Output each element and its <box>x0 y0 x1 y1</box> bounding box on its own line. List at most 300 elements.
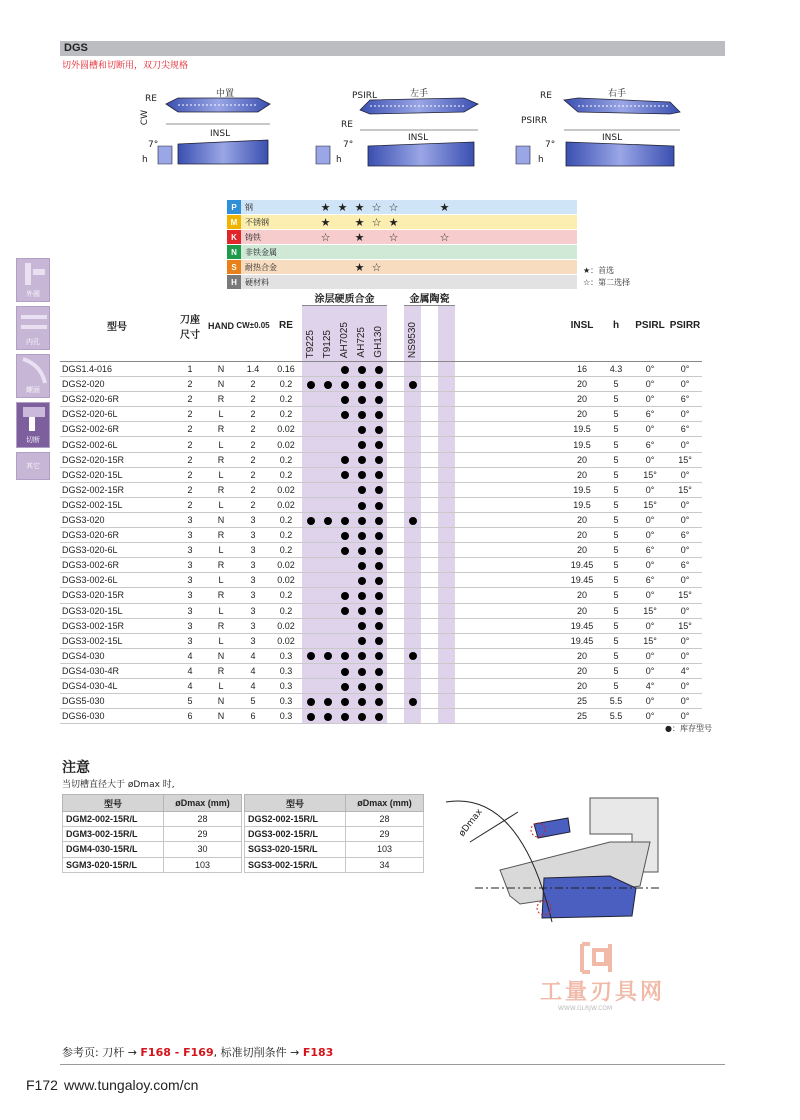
model-cell: DGS5-030 <box>60 694 174 709</box>
material-name: 钢 <box>245 202 253 212</box>
dmax-cell: 103 <box>164 857 242 872</box>
table-row <box>63 842 242 857</box>
stock-cell <box>438 573 455 588</box>
stock-cell <box>438 437 455 452</box>
table-row <box>60 633 702 648</box>
psirl-cell: 0° <box>632 362 668 377</box>
model-cell: DGS1.4-016 <box>60 362 174 377</box>
gap-cell <box>472 709 564 724</box>
re-cell: 0.2 <box>270 603 302 618</box>
stock-cell <box>302 663 319 678</box>
grade-header <box>387 306 404 362</box>
h-cell: 5 <box>600 663 632 678</box>
stock-cell <box>336 618 353 633</box>
table-row <box>60 467 702 482</box>
re-cell: 0.16 <box>270 362 302 377</box>
grade-mark <box>419 245 436 259</box>
stock-dot <box>341 381 349 389</box>
gap-cell <box>472 377 564 392</box>
stock-cell <box>421 528 438 543</box>
dmax-table-right <box>244 794 424 873</box>
insl-cell: 19.45 <box>564 573 600 588</box>
cw-cell: 2 <box>236 467 270 482</box>
stock-cell <box>438 362 455 377</box>
ref-mid: , 标准切削条件 → <box>213 1046 303 1059</box>
grade-mark <box>334 275 351 289</box>
gap-cell <box>472 603 564 618</box>
stock-cell <box>455 633 472 648</box>
stock-dot <box>341 411 349 419</box>
grade-mark: ☆ <box>439 231 450 244</box>
stock-cell <box>353 678 370 693</box>
stock-dot <box>341 668 349 676</box>
grade-header <box>404 306 421 362</box>
re-cell: 0.2 <box>270 588 302 603</box>
insl-cell: 19.5 <box>564 422 600 437</box>
h-cell: 5 <box>600 407 632 422</box>
stock-cell <box>455 407 472 422</box>
dmax-cell: 34 <box>346 857 424 872</box>
hand-cell: L <box>206 437 236 452</box>
h-cell: 5 <box>600 618 632 633</box>
grade-mark <box>351 245 368 259</box>
stock-cell <box>370 558 387 573</box>
face-turning-icon <box>17 355 51 385</box>
model-cell: SGS3-020-15R/L <box>245 842 346 857</box>
grade-mark <box>402 215 419 229</box>
model-cell: SGS3-002-15R/L <box>245 857 346 872</box>
stock-cell <box>370 588 387 603</box>
gap-cell <box>472 362 564 377</box>
stock-cell <box>370 618 387 633</box>
website-link[interactable]: www.tungaloy.com/cn <box>64 1077 199 1093</box>
stock-cell <box>421 482 438 497</box>
stock-cell <box>387 377 404 392</box>
stock-cell <box>455 467 472 482</box>
cw-cell: 3 <box>236 573 270 588</box>
psirr-cell: 4° <box>668 663 702 678</box>
insl-cell: 25 <box>564 709 600 724</box>
model-cell: DGS3-002-15R <box>60 618 174 633</box>
stock-dot <box>341 607 349 615</box>
table-row <box>60 588 702 603</box>
cw-cell: 3 <box>236 618 270 633</box>
stock-cell <box>404 694 421 709</box>
material-key: P <box>227 200 241 214</box>
psirr-cell: 0° <box>668 603 702 618</box>
psirl-cell: 6° <box>632 543 668 558</box>
table-row <box>60 497 702 512</box>
stock-cell <box>302 694 319 709</box>
table-row <box>60 482 702 497</box>
seat-cell: 2 <box>174 467 206 482</box>
grade-mark <box>453 230 470 244</box>
psirr-cell: 0° <box>668 573 702 588</box>
stock-cell <box>455 452 472 467</box>
stock-cell <box>319 618 336 633</box>
insl-cell: 20 <box>564 603 600 618</box>
stock-dot <box>341 698 349 706</box>
seat-cell: 3 <box>174 543 206 558</box>
model-cell: DGS2-002-15R <box>60 482 174 497</box>
stock-cell <box>302 528 319 543</box>
stock-cell <box>302 422 319 437</box>
stock-cell <box>302 543 319 558</box>
stock-dot <box>409 652 417 660</box>
seat-cell: 3 <box>174 618 206 633</box>
h-cell: 5 <box>600 452 632 467</box>
stock-cell <box>438 694 455 709</box>
insl-cell: 20 <box>564 678 600 693</box>
side-tab-face[interactable] <box>16 354 50 398</box>
stock-cell <box>455 392 472 407</box>
seat-cell: 3 <box>174 633 206 648</box>
stock-dot <box>375 426 383 434</box>
stock-dot <box>409 381 417 389</box>
stock-dot <box>341 592 349 600</box>
grade-name: GH130 <box>373 326 384 358</box>
grade-mark: ★ <box>354 201 365 214</box>
grade-mark <box>368 230 385 244</box>
stock-dot <box>358 622 366 630</box>
stock-cell <box>387 709 404 724</box>
dim-label: CW <box>140 110 150 126</box>
col-dmax-header: øDmax (mm) <box>346 795 424 812</box>
re-cell: 0.02 <box>270 482 302 497</box>
stock-dot <box>358 471 366 479</box>
grade-mark <box>419 200 436 214</box>
seat-cell: 1 <box>174 362 206 377</box>
stock-dot <box>307 381 315 389</box>
dmax-cell: 103 <box>346 842 424 857</box>
col-psirr: PSIRR <box>668 290 702 362</box>
stock-cell <box>455 709 472 724</box>
dmax-cell: 29 <box>164 827 242 842</box>
grade-header <box>353 306 370 362</box>
table-row <box>60 377 702 392</box>
ref-link-holders[interactable]: F168 - F169 <box>140 1046 214 1059</box>
cw-cell: 3 <box>236 512 270 527</box>
psirl-cell: 0° <box>632 648 668 663</box>
dim-label: INSL <box>408 133 429 143</box>
hand-cell: R <box>206 588 236 603</box>
stock-cell <box>370 528 387 543</box>
stock-dot <box>358 366 366 374</box>
stock-cell <box>387 437 404 452</box>
stock-dot <box>358 562 366 570</box>
stock-cell <box>336 528 353 543</box>
dmax-label: øDmax <box>457 807 485 839</box>
model-cell: DGS3-020-15L <box>60 603 174 618</box>
stock-cell <box>370 573 387 588</box>
dim-label: INSL <box>210 129 231 139</box>
h-cell: 5 <box>600 588 632 603</box>
cw-cell: 4 <box>236 663 270 678</box>
model-cell: DGM4-030-15R/L <box>63 842 164 857</box>
stock-cell <box>455 362 472 377</box>
stock-cell <box>421 467 438 482</box>
h-cell: 5 <box>600 497 632 512</box>
re-cell: 0.2 <box>270 467 302 482</box>
stock-cell <box>421 694 438 709</box>
stock-dot <box>341 532 349 540</box>
re-cell: 0.3 <box>270 678 302 693</box>
hand-cell: R <box>206 482 236 497</box>
stock-cell <box>438 663 455 678</box>
re-cell: 0.2 <box>270 407 302 422</box>
cw-cell: 1.4 <box>236 362 270 377</box>
cw-cell: 2 <box>236 422 270 437</box>
table-row <box>245 842 424 857</box>
stock-cell <box>387 452 404 467</box>
grade-header <box>336 306 353 362</box>
legend-row <box>227 275 577 290</box>
table-row <box>63 857 242 872</box>
stock-cell <box>455 512 472 527</box>
cw-cell: 2 <box>236 377 270 392</box>
second-choice-note: ☆：第二选择 <box>583 278 631 287</box>
dim-label: PSIRL <box>352 91 378 101</box>
stock-dot <box>358 607 366 615</box>
side-tab-cutoff[interactable] <box>16 402 50 448</box>
stock-cell <box>455 694 472 709</box>
insl-cell: 20 <box>564 663 600 678</box>
grade-name: T9125 <box>322 329 333 358</box>
stock-cell <box>319 558 336 573</box>
model-cell: DGS3-002-15R/L <box>245 827 346 842</box>
psirl-cell: 0° <box>632 694 668 709</box>
seat-cell: 3 <box>174 603 206 618</box>
stock-cell <box>438 618 455 633</box>
legend-row <box>227 260 577 275</box>
model-cell: SGM3-020-15R/L <box>63 857 164 872</box>
re-cell: 0.02 <box>270 573 302 588</box>
stock-cell <box>353 709 370 724</box>
model-cell: DGS2-020-6L <box>60 407 174 422</box>
stock-cell <box>336 422 353 437</box>
stock-cell <box>404 422 421 437</box>
stock-cell <box>336 392 353 407</box>
stock-cell <box>336 573 353 588</box>
stock-dot <box>375 607 383 615</box>
stock-cell <box>387 618 404 633</box>
stock-cell <box>336 694 353 709</box>
stock-cell <box>302 392 319 407</box>
gap-cell <box>472 437 564 452</box>
dim-label: h <box>336 155 342 165</box>
stock-cell <box>353 603 370 618</box>
stock-cell <box>404 467 421 482</box>
stock-dot <box>341 713 349 721</box>
h-cell: 5 <box>600 678 632 693</box>
stock-cell <box>404 528 421 543</box>
stock-cell <box>336 543 353 558</box>
gap-cell <box>472 392 564 407</box>
seat-cell: 4 <box>174 648 206 663</box>
stock-cell <box>387 362 404 377</box>
re-cell: 0.3 <box>270 663 302 678</box>
stock-dot <box>409 698 417 706</box>
hand-cell: R <box>206 452 236 467</box>
stock-cell <box>387 603 404 618</box>
stock-cell <box>336 588 353 603</box>
stock-cell <box>336 452 353 467</box>
stock-cell <box>438 648 455 663</box>
stock-cell <box>336 437 353 452</box>
cw-cell: 2 <box>236 437 270 452</box>
psirl-cell: 15° <box>632 603 668 618</box>
table-row <box>60 512 702 527</box>
stock-dot <box>375 456 383 464</box>
cw-cell: 4 <box>236 648 270 663</box>
legend-row <box>227 230 577 245</box>
grade-mark <box>368 275 385 289</box>
col-seat-size: 刀座尺寸 <box>174 290 206 362</box>
ref-link-conditions[interactable]: F183 <box>302 1046 334 1059</box>
seat-cell: 2 <box>174 407 206 422</box>
model-cell: DGS2-002-15R/L <box>245 812 346 827</box>
hand-cell: N <box>206 377 236 392</box>
stock-cell <box>387 467 404 482</box>
stock-dot <box>358 502 366 510</box>
stock-cell <box>336 558 353 573</box>
psirr-cell: 0° <box>668 633 702 648</box>
gap-cell <box>472 543 564 558</box>
table-row <box>60 407 702 422</box>
stock-cell <box>438 482 455 497</box>
grade-mark <box>317 275 334 289</box>
stock-cell <box>370 603 387 618</box>
page-subtitle: 切外圆槽和切断用，双刀尖规格 <box>62 61 189 71</box>
stock-cell <box>336 663 353 678</box>
stock-dot <box>375 396 383 404</box>
grade-mark <box>470 245 487 259</box>
stock-cell <box>370 422 387 437</box>
grade-mark <box>351 275 368 289</box>
stock-cell <box>455 377 472 392</box>
h-cell: 5 <box>600 648 632 663</box>
material-name: 不锈钢 <box>245 217 269 227</box>
stock-dot <box>358 637 366 645</box>
grade-mark <box>453 215 470 229</box>
grade-mark <box>453 260 470 274</box>
stock-cell <box>353 467 370 482</box>
hand-cell: R <box>206 528 236 543</box>
material-key: H <box>227 275 241 289</box>
stock-dot <box>375 622 383 630</box>
gap-cell <box>472 482 564 497</box>
stock-cell <box>404 663 421 678</box>
stock-dot <box>307 698 315 706</box>
internal-turning-icon <box>17 307 51 337</box>
grade-header <box>302 306 319 362</box>
stock-cell <box>387 528 404 543</box>
stock-cell <box>421 452 438 467</box>
stock-cell <box>302 497 319 512</box>
hand-cell: L <box>206 543 236 558</box>
grade-mark <box>436 215 453 229</box>
dim-label: RE <box>540 91 552 101</box>
model-cell: DGS4-030-4L <box>60 678 174 693</box>
grade-mark <box>419 260 436 274</box>
psirl-cell: 0° <box>632 528 668 543</box>
stock-cell <box>319 482 336 497</box>
re-cell: 0.2 <box>270 452 302 467</box>
side-tab-internal[interactable] <box>16 306 50 350</box>
psirr-cell: 0° <box>668 407 702 422</box>
stock-dot <box>324 652 332 660</box>
table-row <box>60 648 702 663</box>
cw-cell: 2 <box>236 407 270 422</box>
stock-dot <box>375 577 383 585</box>
stock-dot <box>409 517 417 525</box>
hand-cell: R <box>206 422 236 437</box>
hand-cell: L <box>206 497 236 512</box>
gap-cell <box>472 648 564 663</box>
psirr-cell: 0° <box>668 497 702 512</box>
product-table <box>60 290 702 724</box>
stock-cell <box>455 573 472 588</box>
seat-cell: 4 <box>174 678 206 693</box>
side-tab-label: 外圆 <box>26 290 40 298</box>
stock-cell <box>438 377 455 392</box>
hand-cell: R <box>206 392 236 407</box>
reference-line <box>62 1044 333 1060</box>
stock-dot <box>375 637 383 645</box>
grade-mark: ☆ <box>320 231 331 244</box>
model-cell: DGS3-020 <box>60 512 174 527</box>
psirl-cell: 0° <box>632 663 668 678</box>
re-cell: 0.2 <box>270 512 302 527</box>
stock-dot <box>375 547 383 555</box>
insl-cell: 19.45 <box>564 618 600 633</box>
stock-cell <box>438 392 455 407</box>
stock-cell <box>387 482 404 497</box>
grade-header <box>421 306 438 362</box>
gap-cell <box>472 407 564 422</box>
cw-cell: 4 <box>236 678 270 693</box>
stock-cell <box>438 512 455 527</box>
stock-dot <box>307 713 315 721</box>
stock-cell <box>421 648 438 663</box>
stock-cell <box>455 603 472 618</box>
stock-cell <box>319 543 336 558</box>
side-tab-other[interactable] <box>16 452 50 480</box>
stock-cell <box>387 512 404 527</box>
legend-row <box>227 215 577 230</box>
seat-cell: 6 <box>174 709 206 724</box>
grade-mark <box>402 230 419 244</box>
stock-cell <box>336 467 353 482</box>
stock-dot <box>358 532 366 540</box>
stock-cell <box>421 633 438 648</box>
side-tab-external[interactable] <box>16 258 50 302</box>
psirr-cell: 0° <box>668 694 702 709</box>
col-hand: HAND <box>206 290 236 362</box>
stock-cell <box>387 497 404 512</box>
stock-cell <box>302 437 319 452</box>
stock-cell <box>455 497 472 512</box>
seat-cell: 2 <box>174 482 206 497</box>
hand-cell: N <box>206 709 236 724</box>
stock-cell <box>404 512 421 527</box>
stock-cell <box>319 407 336 422</box>
model-cell: DGS2-020-15R <box>60 452 174 467</box>
stock-cell <box>438 528 455 543</box>
gap-cell <box>472 633 564 648</box>
external-turning-icon <box>17 259 51 289</box>
hand-cell: R <box>206 663 236 678</box>
